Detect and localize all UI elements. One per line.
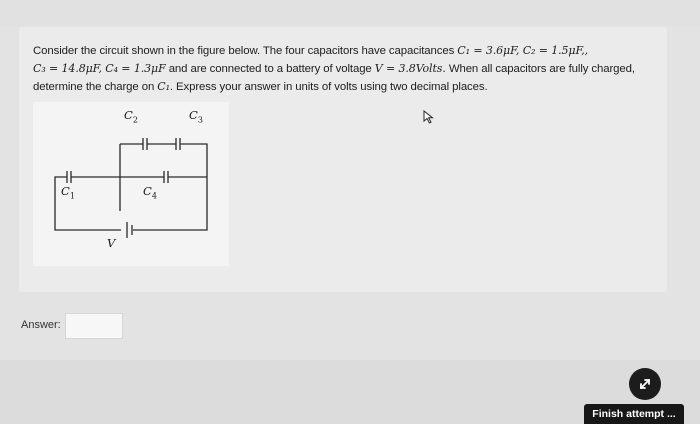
label-c4 (143, 184, 157, 200)
top-band (0, 0, 700, 26)
question-line-1 (33, 42, 673, 60)
question-line-2-text: and are connected to a battery of voltage (168, 63, 372, 75)
question-line-3 (33, 78, 673, 96)
label-c4-sub: 4 (151, 191, 157, 201)
label-v: V (107, 236, 116, 250)
capacitance-values-c1-c2: C₁ = 3.6μF, C₂ = 1.5μF,, (457, 44, 589, 57)
label-c2 (124, 108, 138, 124)
label-c2-text: C (124, 108, 133, 122)
capacitance-values-c3-c4: C₃ = 14.8μF, C₄ = 1.3μF (33, 62, 166, 75)
label-c3-text: C (189, 108, 198, 122)
label-c3-sub: 3 (197, 115, 203, 125)
label-c1 (61, 184, 75, 200)
label-c3 (189, 108, 203, 124)
battery-voltage-value: V = 3.8Volts. (374, 62, 446, 75)
answer-input[interactable] (65, 313, 123, 339)
mouse-pointer-icon (423, 110, 435, 124)
expand-button[interactable] (629, 368, 661, 400)
question-line-3-text: determine the charge on (33, 81, 155, 93)
question-text (33, 42, 673, 96)
circuit-figure (33, 102, 229, 266)
capacitor-c1-reference: C₁ (157, 80, 170, 93)
question-line-3-end: . Express your answer in units of volts using two decimal places. (169, 81, 488, 93)
question-line-2 (33, 60, 673, 78)
label-c2-sub: 2 (132, 115, 138, 125)
question-line-1-text: Consider the circuit shown in the figure below. The four capacitors have capacitances (33, 45, 455, 57)
question-line-2-end: When all capacitors are fully charged, (448, 63, 635, 75)
answer-label: Answer: (21, 319, 61, 331)
label-c1-text: C (61, 184, 70, 198)
expand-arrows-icon (638, 377, 652, 391)
label-c1-sub: 1 (69, 191, 75, 201)
finish-attempt-button[interactable]: Finish attempt ... (584, 404, 684, 424)
label-c4-text: C (143, 184, 152, 198)
